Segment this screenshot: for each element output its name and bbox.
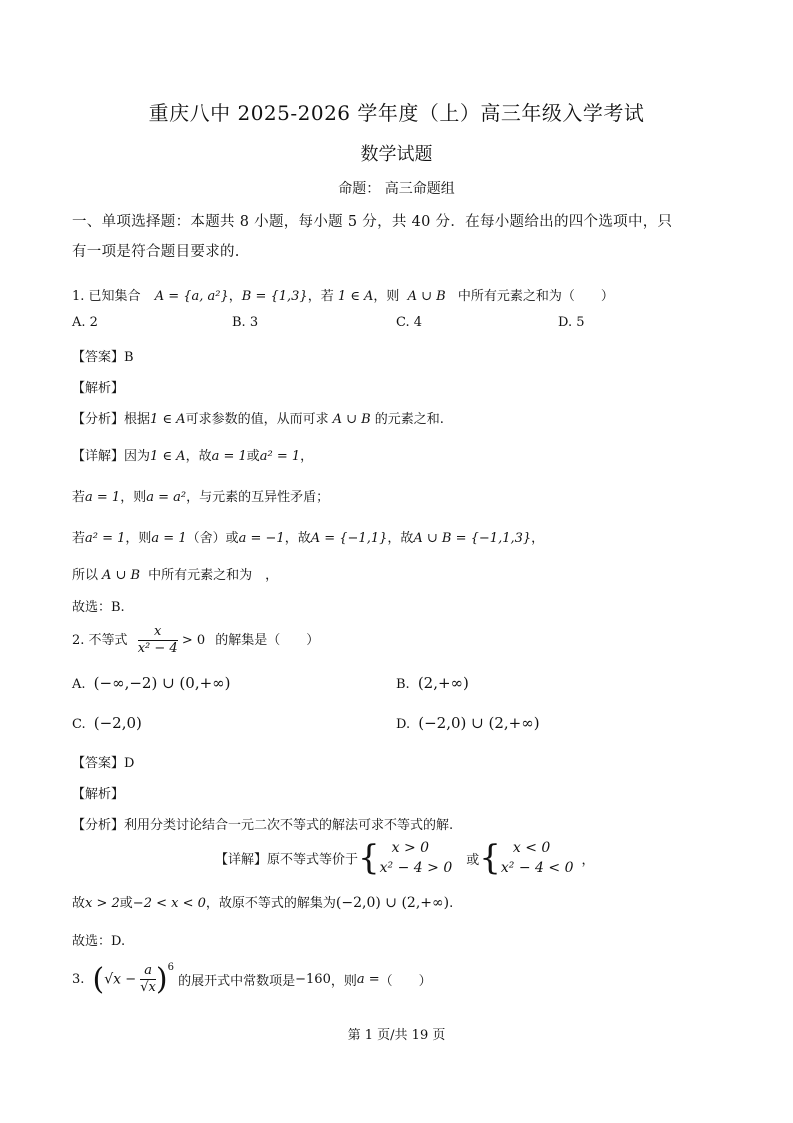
q2-d2-a: 故 — [72, 896, 86, 911]
q1-d4-a: 所以 — [72, 568, 99, 583]
author-line: 命题： 高三命题组 — [338, 181, 455, 197]
q1-fenxi-math2: A ∪ B — [332, 412, 371, 427]
q2-answer: 【答案】D — [72, 756, 135, 771]
q2-detail-lead: 【详解】原不等式等价于 — [215, 852, 359, 868]
q1-detail-line1 — [72, 445, 313, 464]
q3-frac-den: √x — [140, 980, 156, 995]
q1-fenxi-lead: 【分析】根据 — [72, 412, 151, 427]
q1-d3-m3: a = −1 — [238, 531, 285, 546]
q2-option-a — [72, 674, 231, 692]
q2-sys1-a: x > 0 — [391, 840, 430, 856]
q1-d1-c: 或 — [246, 449, 260, 464]
q2-sys2-a: x < 0 — [512, 840, 551, 856]
q1-d4-b: 中所有元素之和为 ， — [148, 568, 279, 583]
q1-d1-m2: a = 1 — [211, 449, 247, 464]
q1-d3-m1: a² = 1 — [85, 531, 126, 546]
q1-sep: ， — [228, 289, 242, 304]
q2-opt-c-value: (−2,0) — [93, 714, 142, 732]
q1-detail-line4 — [72, 564, 278, 583]
q3-paren: （ ） — [379, 974, 432, 989]
q2-brace-2: { — [479, 838, 501, 878]
q2-fraction — [138, 624, 178, 657]
q2-d2-m3: (−2,0) ∪ (2,+∞) — [335, 895, 450, 911]
q1-detail-line2 — [72, 486, 329, 505]
q2-or: 或 — [466, 852, 480, 868]
question-3-stem — [72, 962, 432, 997]
q1-tail: 中所有元素之和为（ ） — [457, 289, 614, 304]
q2-d2-m1: x > 2 — [85, 896, 120, 911]
q2-detail-system — [215, 838, 595, 878]
q1-d1-m3: a² = 1 — [259, 449, 301, 464]
q2-d2-d: . — [449, 896, 454, 911]
q2-fenxi: 【分析】利用分类讨论结合一元二次不等式的解法可求不等式的解. — [72, 818, 454, 833]
page-subtitle: 数学试题 — [360, 144, 433, 165]
q3-number: 3. — [72, 972, 85, 987]
q1-d3-m4: A = {−1,1} — [310, 531, 388, 546]
q1-option-b: B. 3 — [232, 315, 259, 330]
q1-d3-m2: a = 1 — [151, 531, 187, 546]
q2-opt-b-label: B. — [396, 677, 410, 692]
question-1-stem — [72, 285, 614, 304]
page-footer: 第 1 页/共 19 页 — [347, 1028, 446, 1043]
q1-analysis-label: 【解析】 — [72, 381, 125, 396]
q2-brace-1: { — [358, 838, 380, 878]
q2-opt-b-value: (2,+∞) — [417, 674, 469, 692]
q1-d4-m: A ∪ B — [102, 568, 141, 583]
q1-option-a: A. 2 — [72, 315, 98, 330]
q1-fenxi-end: 的元素之和. — [374, 412, 444, 427]
q1-mid2: ，则 — [373, 289, 400, 304]
q3-power: 6 — [167, 962, 174, 973]
q2-frac-den: x² − 4 — [137, 641, 178, 656]
q2-opt-c-label: C. — [72, 717, 86, 732]
q1-option-d: D. 5 — [558, 315, 585, 330]
q1-conclusion: 故选：B. — [72, 600, 125, 615]
q3-paren-close: ) — [155, 962, 168, 997]
q1-condition: 1 ∈ A — [337, 289, 374, 304]
q1-d2-m2: a = a² — [146, 490, 187, 505]
q2-system-1 — [380, 838, 453, 878]
q2-opt-a-value: (−∞,−2) ∪ (0,+∞) — [93, 674, 231, 692]
q3-paren-open: ( — [92, 962, 105, 997]
q1-answer: 【答案】B — [72, 350, 134, 365]
q1-d1-a: 【详解】因为 — [72, 449, 151, 464]
q3-tail2: ，则 — [330, 974, 357, 989]
q1-fenxi-math: 1 ∈ A — [150, 412, 186, 427]
q2-opt-d-label: D. — [396, 717, 411, 732]
q2-d2-b: 或 — [119, 896, 133, 911]
q1-d3-f: ， — [531, 531, 545, 546]
q2-comma: ， — [581, 852, 595, 868]
q1-d1-m1: 1 ∈ A — [150, 449, 186, 464]
q3-tail: 的展开式中常数项是 — [178, 974, 296, 989]
q1-number: 1. 已知集合 — [72, 289, 141, 304]
question-2-stem — [72, 624, 319, 657]
q1-d2-a: 若 — [72, 490, 86, 505]
q1-d3-c: （舍）或 — [186, 531, 239, 546]
q1-d3-d: ，故 — [284, 531, 311, 546]
q2-frac-num: x — [138, 624, 178, 641]
q3-fraction — [140, 963, 156, 996]
q2-sys2-b: x² − 4 < 0 — [500, 860, 574, 876]
q1-option-c: C. 4 — [396, 315, 423, 330]
page-title: 重庆八中 2025-2026 学年度（上）高三年级入学考试 — [148, 101, 645, 125]
q2-detail-line2 — [72, 892, 453, 911]
q2-gt: > 0 — [181, 633, 206, 648]
q1-d3-m5: A ∪ B = {−1,1,3} — [413, 531, 532, 546]
q2-d2-c: ，故原不等式的解集为 — [205, 896, 336, 911]
q1-fenxi — [72, 408, 444, 427]
q1-d2-b: ，则 — [120, 490, 147, 505]
q1-d1-d: ， — [300, 449, 314, 464]
q2-sys1-b: x² − 4 > 0 — [379, 860, 453, 876]
q1-mid: ，若 — [307, 289, 334, 304]
q1-set-b: B = {1,3} — [241, 289, 308, 304]
q2-option-d — [396, 714, 540, 732]
q2-option-b — [396, 674, 469, 692]
q2-d2-m2: −2 < x < 0 — [132, 896, 206, 911]
q3-var: a = — [356, 972, 380, 987]
q1-set-a: A = {a, a²} — [154, 289, 229, 304]
section-heading-line2: 有一项是符合题目要求的. — [72, 244, 240, 260]
q1-detail-line3 — [72, 527, 544, 546]
section-heading-line1: 一、单项选择题：本题共 8 小题，每小题 5 分，共 40 分．在每小题给出的四个选项中，只 — [72, 214, 673, 230]
q2-opt-d-value: (−2,0) ∪ (2,+∞) — [418, 714, 540, 732]
q1-union: A ∪ B — [407, 289, 446, 304]
q1-fenxi-text: 可求参数的值，从而可求 — [185, 412, 329, 427]
q2-option-c — [72, 714, 142, 732]
q3-minus: − — [121, 972, 141, 987]
q2-number: 2. 不等式 — [72, 633, 128, 648]
q2-tail: 的解集是（ ） — [215, 633, 320, 648]
q1-d2-m1: a = 1 — [85, 490, 121, 505]
q2-analysis-label: 【解析】 — [72, 787, 125, 802]
q2-conclusion: 故选：D. — [72, 934, 126, 949]
q1-d2-c: ，与元素的互异性矛盾； — [186, 490, 330, 505]
q3-sqrt-x: √x — [104, 971, 122, 988]
q3-value: −160 — [295, 972, 331, 987]
q1-d3-b: ，则 — [125, 531, 152, 546]
q3-frac-num: a — [140, 963, 156, 980]
q2-system-2 — [501, 838, 574, 878]
q1-d3-a: 若 — [72, 531, 86, 546]
q2-opt-a-label: A. — [72, 677, 86, 692]
q1-d3-e: ，故 — [387, 531, 414, 546]
q1-d1-b: ，故 — [185, 449, 212, 464]
